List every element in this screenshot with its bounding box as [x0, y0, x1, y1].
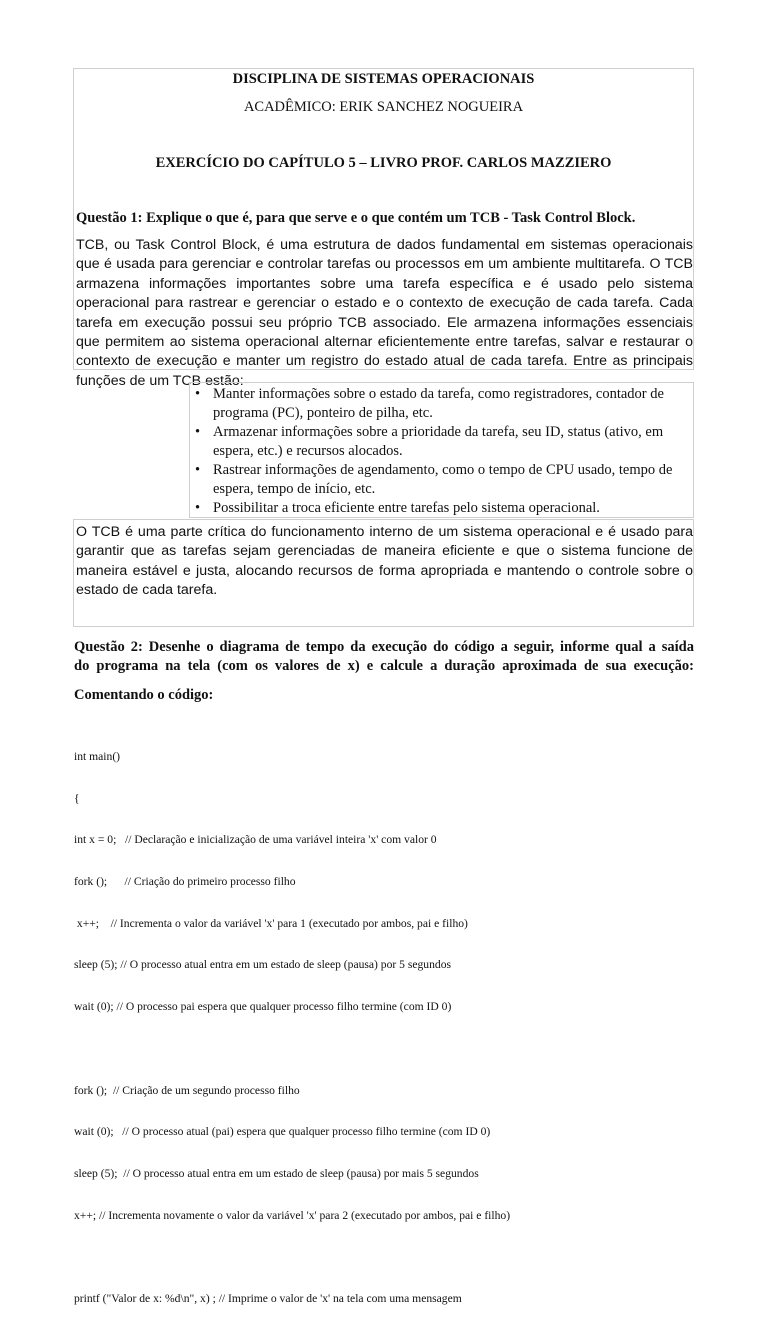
code-blank-line	[74, 1250, 714, 1264]
list-item: • Manter informações sobre o estado da tarefa, como registradores, contador de programa (PC), ponteiro de pilha, etc.	[195, 386, 664, 421]
bullet-icon: •	[195, 462, 201, 478]
list-item: • Rastrear informações de agendamento, como o tempo de CPU usado, tempo de espera, tempo de início, etc.	[195, 462, 673, 497]
question2-title-line: Questão 2: Desenhe o diagrama de tempo da execução do código a seguir, informe qual a saída	[74, 639, 694, 655]
discipline-title: DISCIPLINA DE SISTEMAS OPERACIONAIS	[232, 71, 535, 87]
code-line: x++; // Incrementa o valor da variável 'x' para 1 (executado por ambos, pai e filho)	[74, 916, 468, 930]
code-line: wait (0); // O processo atual (pai) espera que qualquer processo filho termine (com ID 0)	[74, 1125, 491, 1139]
tcb-functions-box	[189, 382, 694, 518]
question2-title-line: do programa na tela (com os valores de x) e calcule a duração aproximada de sua execução:	[74, 658, 694, 674]
code-line: fork (); // Criação do primeiro processo filho	[74, 874, 296, 888]
bullet-icon: •	[195, 500, 201, 516]
code-block	[74, 722, 714, 1334]
code-line: printf ("Valor de x: %d\n", x) ; // Imprime o valor de 'x' na tela com uma mensagem	[74, 1292, 462, 1306]
code-line: wait (0); // O processo pai espera que qualquer processo filho termine (com ID 0)	[74, 1000, 452, 1014]
code-line: x++; // Incrementa novamente o valor da variável 'x' para 2 (executado por ambos, pai e filho)	[74, 1208, 511, 1222]
list-item: • Possibilitar a troca eficiente entre tarefas pelo sistema operacional.	[195, 500, 600, 516]
bullet-icon: •	[195, 424, 201, 440]
code-line: int x = 0; // Declaração e inicialização de uma variável inteira 'x' com valor 0	[74, 833, 437, 847]
exercise-title: EXERCÍCIO DO CAPÍTULO 5 – LIVRO PROF. CARLOS MAZZIERO	[155, 155, 612, 171]
header-and-question1-box	[73, 68, 694, 389]
question1-intro: TCB, ou Task Control Block, é uma estrutura de dados fundamental em sistemas operacionais que é usada para gerenciar e controlar tarefas ou processos em um ambiente multitarefa. O TCB armazena informações importantes sobre uma tarefa específica e é usado pelo sistema operacional para rastrear e gerenciar o estado e o contexto de execução de cada tarefa. Cada tarefa em execução possui seu próprio TCB associado. Ele armazena informações essenciais que permitem ao sistema operacional alternar eficientemente entre tarefas, salvar e restaurar o contexto de execução e manter um registro do estado atual de cada tarefa. Entre as principais funções de um TCB estão:	[76, 237, 693, 389]
question1-conclusion-box	[73, 519, 694, 627]
code-comment-heading: Comentando o código:	[74, 687, 214, 703]
code-blank-line	[74, 1042, 714, 1056]
student-name: ACADÊMICO: ERIK SANCHEZ NOGUEIRA	[243, 99, 524, 115]
question1-conclusion: O TCB é uma parte crítica do funcionamento interno de um sistema operacional e é usado para garantir que as tarefas sejam gerenciadas de maneira eficiente e que o sistema funcione de maneira estável e justa, alocando recursos de forma apropriada e mantendo o controle sobre o estado de cada tarefa.	[76, 524, 693, 599]
tcb-functions-list	[194, 385, 692, 518]
code-line: sleep (5); // O processo atual entra em um estado de sleep (pausa) por 5 segundos	[74, 958, 452, 972]
question1-title: Questão 1: Explique o que é, para que serve e o que contém um TCB - Task Control Block.	[76, 210, 636, 226]
list-item: • Armazenar informações sobre a prioridade da tarefa, seu ID, status (ativo, em espera, etc.) e recursos alocados.	[195, 424, 664, 459]
code-line: int main()	[74, 749, 121, 763]
code-line: fork (); // Criação de um segundo processo filho	[74, 1083, 300, 1097]
question2-title	[74, 638, 694, 676]
code-line: {	[74, 791, 80, 805]
bullet-icon: •	[195, 386, 201, 402]
code-line: sleep (5); // O processo atual entra em um estado de sleep (pausa) por mais 5 segundos	[74, 1166, 479, 1180]
